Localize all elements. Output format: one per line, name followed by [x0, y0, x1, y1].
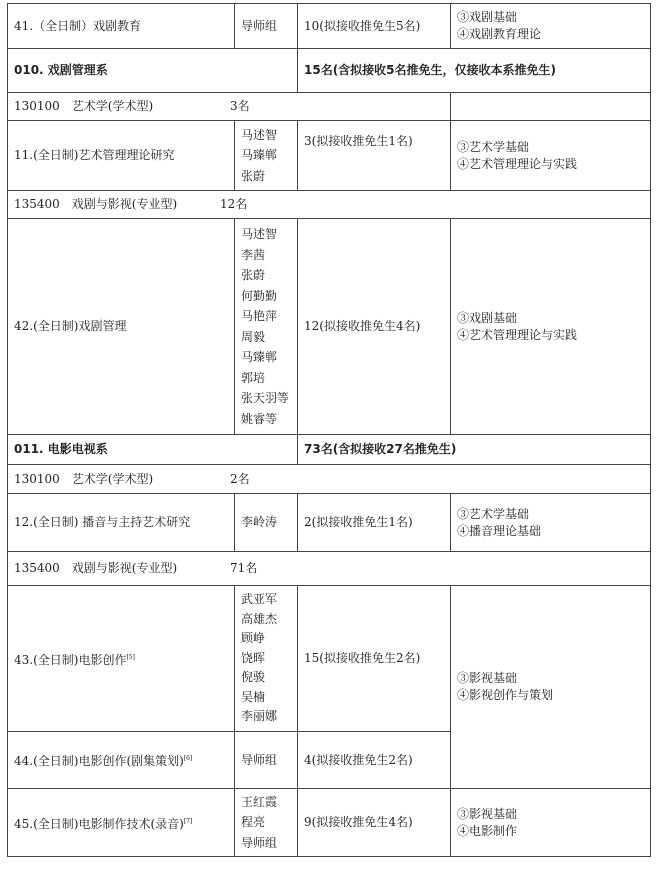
table-row	[8, 219, 651, 435]
subject-3: ③影视基础	[457, 671, 518, 685]
program-name	[8, 586, 235, 732]
table-row	[8, 789, 651, 857]
quota-cell: 12(拟接收推免生4名)	[298, 219, 451, 435]
subject-4: ④戏剧教育理论	[457, 27, 542, 41]
tutor-name: 周毅	[241, 329, 266, 344]
degree-count: 3名	[230, 99, 250, 113]
tutor-name: 吴楠	[241, 689, 266, 704]
tutor-name: 马艳萍	[241, 309, 278, 323]
tutor-cell	[235, 219, 298, 435]
footnote-mark: [7]	[183, 817, 193, 825]
exam-subjects	[451, 494, 651, 552]
quota-cell: 9(拟接收推免生4名)	[298, 789, 451, 857]
quota-cell: 10(拟接收推免生5名)	[298, 4, 451, 49]
program-name	[8, 732, 235, 789]
tutor-name: 马述智	[241, 127, 278, 142]
tutor-name: 导师组	[241, 835, 278, 850]
degree-row	[8, 552, 651, 586]
subject-4: ④艺术管理理论与实践	[457, 156, 578, 171]
subject-4: ④影视创作与策划	[457, 688, 554, 702]
program-name: 11.(全日制)艺术管理理论研究	[8, 121, 235, 191]
degree-code: 135400 戏剧与影视(专业型)	[14, 561, 178, 575]
degree-row	[8, 93, 651, 121]
program-name: 42.(全日制)戏剧管理	[8, 219, 235, 435]
exam-subjects	[451, 219, 651, 435]
department-row	[8, 435, 651, 465]
tutor-name: 张蔚	[241, 168, 266, 183]
exam-subjects	[451, 586, 651, 789]
quota-cell: 15(拟接收推免生2名)	[298, 586, 451, 732]
exam-subjects	[451, 4, 651, 49]
program-name-text: 45.(全日制)电影制作技术(录音)	[14, 816, 184, 831]
tutor-name: 姚睿等	[241, 411, 278, 426]
degree-row	[8, 191, 651, 219]
department-title: 011. 电影电视系	[8, 435, 298, 465]
degree-row	[8, 465, 651, 494]
tutor-name: 马臻郸	[241, 148, 278, 163]
degree-count: 12名	[220, 197, 248, 211]
degree-count: 71名	[230, 561, 258, 575]
tutor-name: 何勤勤	[241, 288, 278, 303]
table-row	[8, 121, 651, 191]
table-row	[8, 4, 651, 49]
subject-3: ③戏剧基础	[457, 10, 518, 24]
tutor-name: 张蔚	[241, 268, 266, 282]
degree-code: 135400 戏剧与影视(专业型)	[14, 197, 178, 211]
program-name	[8, 789, 235, 857]
quota-cell: 3(拟接收推免生1名)	[298, 121, 451, 191]
exam-subjects	[451, 789, 651, 857]
tutor-cell: 导师组	[235, 732, 298, 789]
degree-cell	[8, 93, 451, 121]
degree-code: 130100 艺术学(学术型)	[14, 471, 154, 486]
program-name: 41.（全日制）戏剧教育	[8, 4, 235, 49]
tutor-name: 倪骏	[241, 670, 266, 685]
tutor-cell	[235, 789, 298, 857]
table-row	[8, 586, 651, 732]
tutor-name: 李茜	[241, 247, 266, 262]
department-quota: 15名(含拟接收5名推免生，仅接收本系推免生)	[298, 49, 651, 93]
program-name-text: 44.(全日制)电影创作(剧集策划)	[14, 754, 184, 768]
degree-code: 130100 艺术学(学术型)	[14, 99, 154, 113]
empty-cell	[451, 93, 651, 121]
tutor-name: 王红霞	[241, 794, 278, 809]
subject-3: ③艺术学基础	[457, 139, 530, 154]
department-quota: 73名(含拟接收27名推免生)	[298, 435, 651, 465]
tutor-cell	[235, 586, 298, 732]
quota-cell: 4(拟接收推免生2名)	[298, 732, 451, 789]
subject-4: ④艺术管理理论与实践	[457, 327, 578, 342]
tutor-name: 郭培	[241, 370, 266, 385]
footnote-mark: [5]	[126, 653, 135, 661]
tutor-name: 顾峥	[241, 631, 266, 646]
tutor-name: 程亮	[241, 815, 266, 830]
subject-4: ④电影制作	[457, 823, 518, 838]
subject-4: ④播音理论基础	[457, 523, 542, 538]
degree-cell	[8, 552, 651, 586]
tutor-name: 饶晖	[241, 650, 266, 665]
degree-cell	[8, 191, 651, 219]
subject-3: ③艺术学基础	[457, 506, 530, 521]
degree-cell	[8, 465, 651, 494]
admissions-table	[7, 3, 651, 857]
program-name: 12.(全日制) 播音与主持艺术研究	[8, 494, 235, 552]
tutor-name: 马述智	[241, 227, 278, 241]
degree-count: 2名	[230, 471, 250, 486]
tutor-cell: 李岭涛	[235, 494, 298, 552]
department-title: 010. 戏剧管理系	[8, 49, 298, 93]
tutor-cell	[235, 121, 298, 191]
subject-3: ③影视基础	[457, 806, 518, 821]
tutor-cell: 导师组	[235, 4, 298, 49]
department-row	[8, 49, 651, 93]
tutor-name: 张天羽等	[241, 391, 290, 405]
tutor-name: 马臻郸	[241, 350, 278, 364]
quota-cell: 2(拟接收推免生1名)	[298, 494, 451, 552]
footnote-mark: [6]	[183, 755, 193, 762]
exam-subjects	[451, 121, 651, 191]
subject-3: ③戏剧基础	[457, 310, 518, 325]
program-name-text: 43.(全日制)电影创作	[14, 652, 127, 667]
table-row	[8, 494, 651, 552]
tutor-name: 李丽娜	[241, 709, 278, 724]
tutor-name: 高雄杰	[241, 611, 278, 626]
tutor-name: 武亚军	[241, 592, 278, 607]
